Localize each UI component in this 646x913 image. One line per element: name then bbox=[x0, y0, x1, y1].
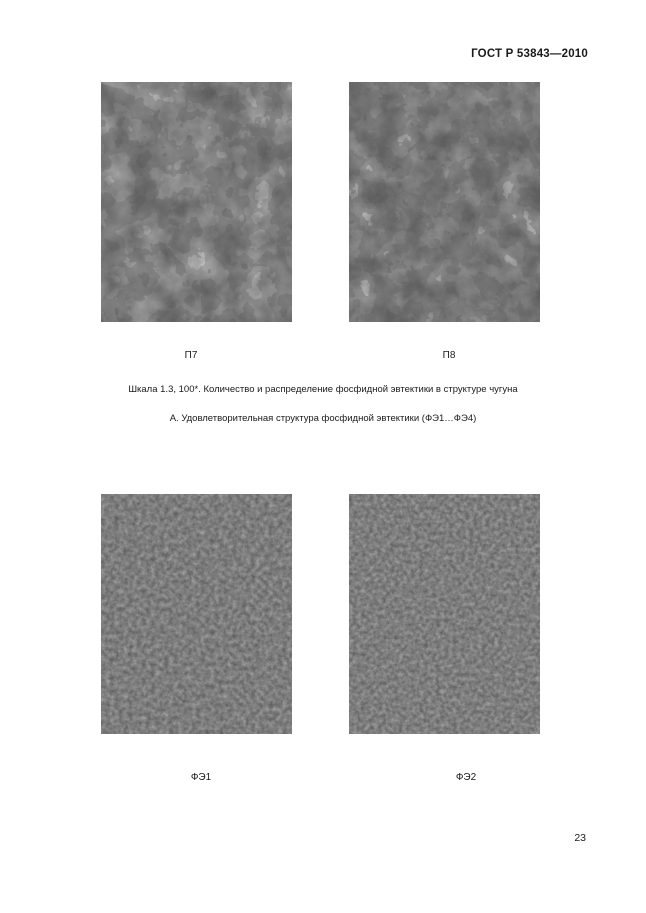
page-number: 23 bbox=[574, 832, 586, 844]
figure-label-fe2: ФЭ2 bbox=[455, 772, 477, 783]
micrograph-fe1 bbox=[101, 494, 292, 734]
scale-caption: Шкала 1.3, 100*. Количество и распределение фосфидной эвтектики в структуре чугуна bbox=[128, 384, 518, 395]
micrograph-p8 bbox=[349, 82, 540, 322]
figure-label-p8: П8 bbox=[442, 350, 456, 361]
micrograph-fe2 bbox=[349, 494, 540, 734]
figure-label-fe1: ФЭ1 bbox=[190, 772, 212, 783]
micrograph-p7 bbox=[101, 82, 292, 322]
document-standard-number: ГОСТ Р 53843—2010 bbox=[471, 48, 588, 60]
section-caption: А. Удовлетворительная структура фосфидной эвтектики (ФЭ1…ФЭ4) bbox=[169, 413, 477, 424]
figure-label-p7: П7 bbox=[184, 350, 198, 361]
